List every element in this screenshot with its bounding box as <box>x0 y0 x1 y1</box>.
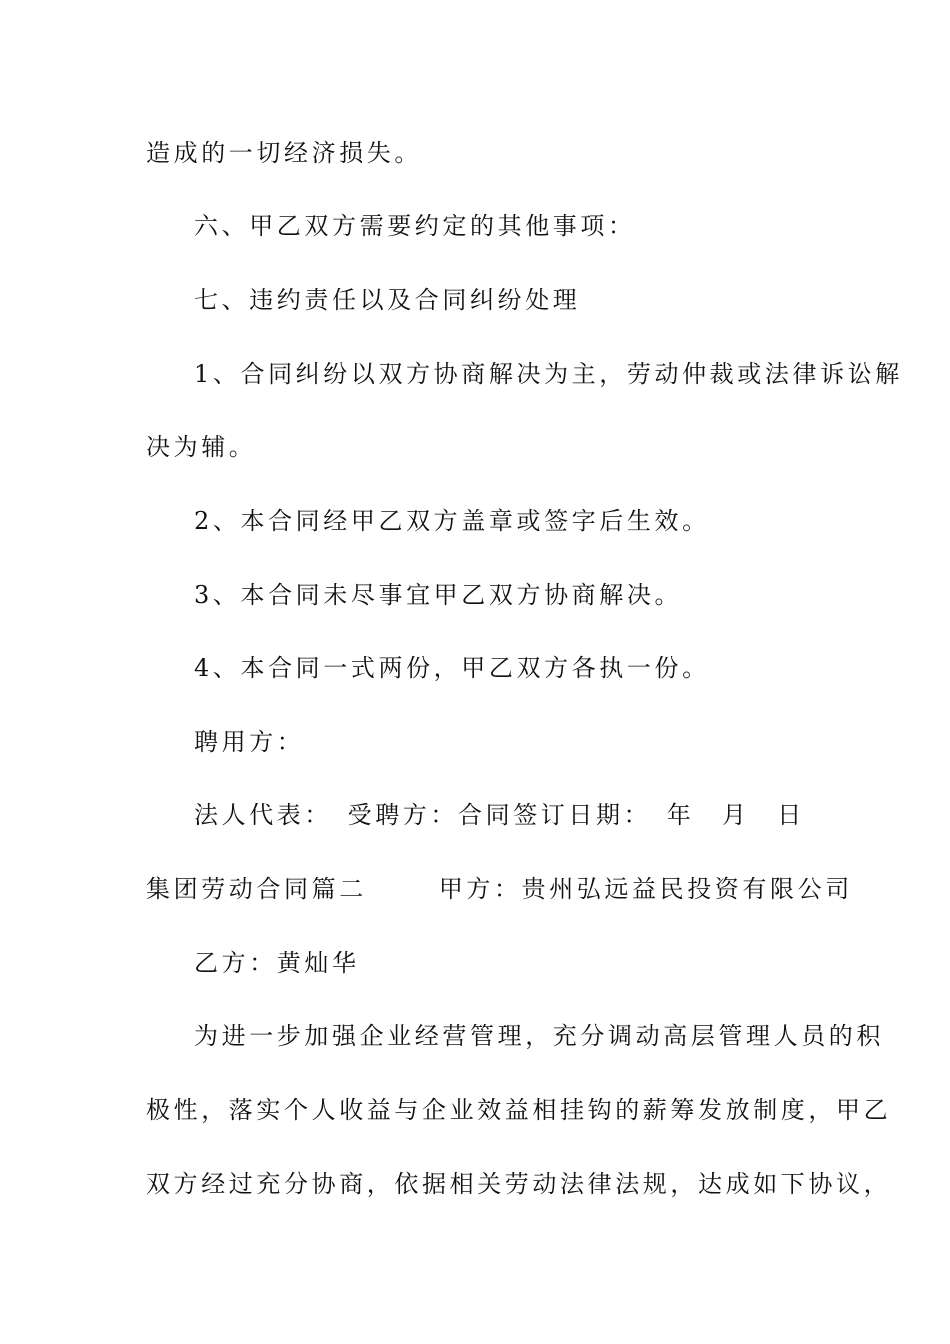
clause-line: 2、本合同经甲乙双方盖章或签字后生效。 <box>194 507 710 535</box>
party-a: 甲方：贵州弘远益民投资有限公司 <box>438 875 853 903</box>
paragraph-line: 为进一步加强企业经营管理，充分调动高层管理人员的积 <box>194 1022 884 1050</box>
doc-heading-row <box>0 874 950 904</box>
party-b: 乙方：黄灿华 <box>194 949 360 977</box>
section-heading: 六、甲乙双方需要约定的其他事项： <box>194 212 636 240</box>
paragraph-line: 极性，落实个人收益与企业效益相挂钩的薪筹发放制度，甲乙 <box>146 1096 892 1124</box>
clause-line: 1、合同纠纷以双方协商解决为主，劳动仲裁或法律诉讼解 <box>194 360 903 388</box>
doc-title: 集团劳动合同篇二 <box>146 875 367 903</box>
section-heading: 七、违约责任以及合同纠纷处理 <box>194 286 581 314</box>
clause-line: 3、本合同未尽事宜甲乙双方协商解决。 <box>194 581 683 609</box>
signature-line: 聘用方： <box>194 728 305 756</box>
clause-line: 决为辅。 <box>146 433 257 461</box>
clause-line: 4、本合同一式两份，甲乙双方各执一份。 <box>194 654 710 682</box>
paragraph-line: 造成的一切经济损失。 <box>146 139 422 167</box>
paragraph-line: 双方经过充分协商，依据相关劳动法律法规，达成如下协议， <box>146 1170 892 1198</box>
signature-line: 法人代表： 受聘方：合同签订日期： 年 月 日 <box>194 801 805 829</box>
